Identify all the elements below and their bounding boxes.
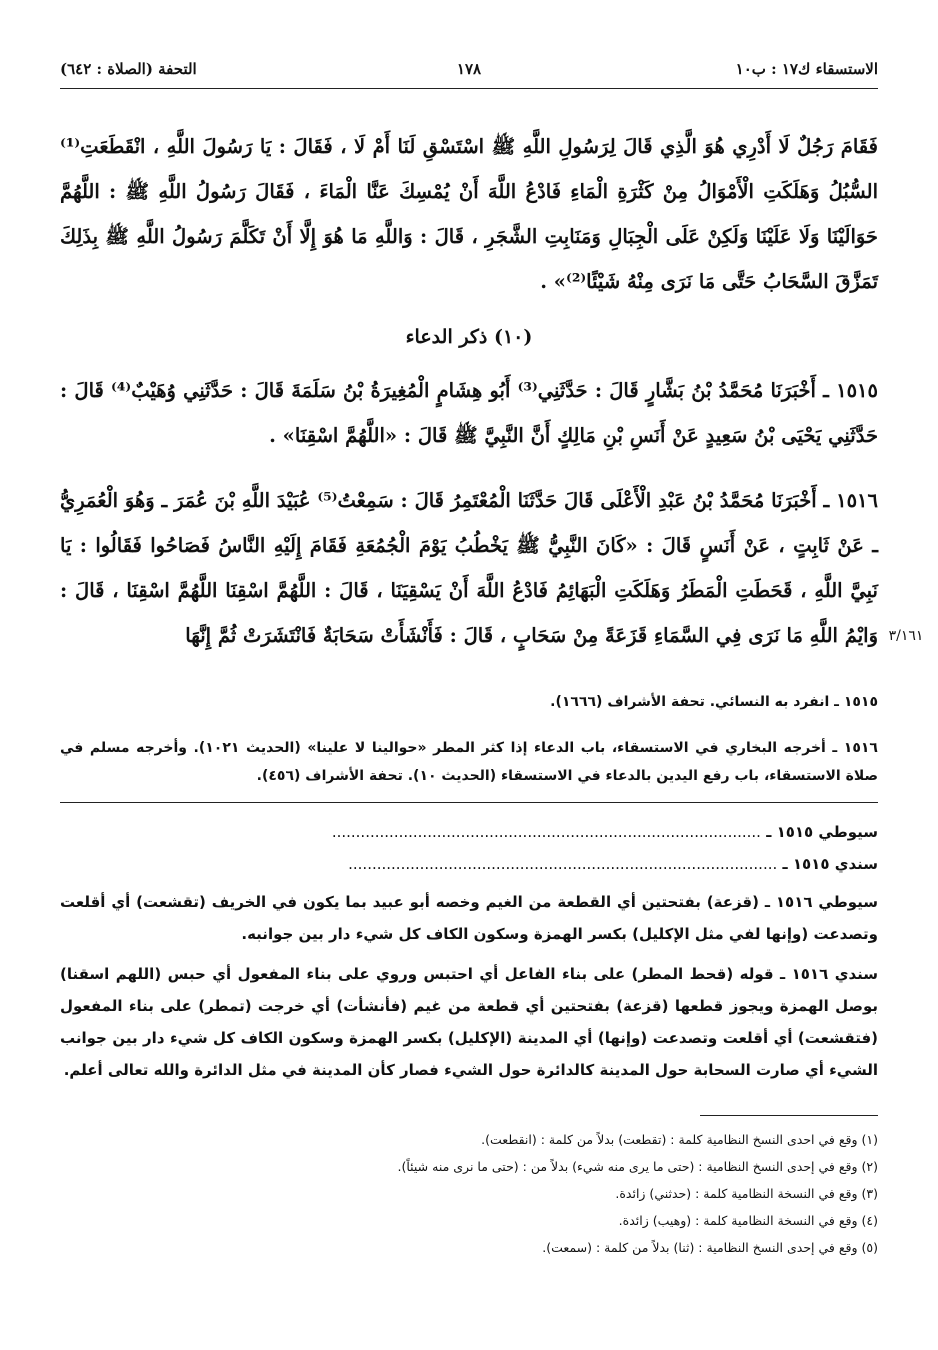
page-number: ١٧٨ [456, 60, 482, 78]
footnote-divider [700, 1115, 878, 1116]
chapter-reference: الاستسقاء ك١٧ : ب١٠ [735, 60, 878, 78]
footnote: (٣) وقع في النسخة النظامية كلمة : (حدثني) زائدة. [615, 1186, 878, 1201]
footnote: (٤) وقع في النسخة النظامية كلمة : (وهيب) زائدة. [618, 1213, 878, 1228]
hadith-continuation: فَقَامَ رَجُلٌ لَا أَدْرِي هُوَ الَّذِي قَالَ لِرَسُولِ اللَّهِ ﷺ اسْتَسْقِ لَنَا أَمْ لَا ، فَقَالَ : يَا رَسُولَ اللَّهِ ، انْقَطَعَتِ⁽¹⁾ السُّبُلُ وَهَلَكَتِ الْأَمْوَالُ مِنْ كَثْرَةِ الْمَاءِ فَادْعُ اللَّهَ أَنْ يُمْسِكَ عَنَّا الْمَاءَ ، فَقَالَ رَسُولُ اللَّهِ ﷺ : اللَّهُمَّ حَوَالَيْنَا وَلَا عَلَيْنَا وَلَكِنْ عَلَى الْجِبَالِ وَمَنَابِتِ الشَّجَرِ ، قَالَ : وَاللَّهِ مَا هُوَ إِلَّا أَنْ تَكَلَّمَ رَسُولُ اللَّهِ ﷺ بِذَلِكَ تَمَزَّقَ السَّحَابُ حَتَّى مَا نَرَى مِنْهُ شَيْئًا⁽²⁾» . [60, 135, 878, 293]
takhrij-1516: ١٥١٦ ـ أخرجه البخاري في الاستسقاء، باب الدعاء إذا كثر المطر «حوالينا لا علينا» (الحديث ١٠٢١). وأخرجه مسلم في صلاة الاستسقاء، باب رفع اليدين بالدعاء في الاستسقاء (الحديث ١٠). تحفة الأشراف (٤٥٦). [60, 740, 878, 784]
footnote: (٢) وقع في إحدى النسخ النظامية : (حتى ما يرى منه شيء) بدلاً من : (حتى ما نرى منه شيئاً). [397, 1159, 878, 1174]
commentary-dots: .......................................................................................... [331, 823, 761, 841]
commentary-suyuti-1516: سيوطي ١٥١٦ ـ (قزعة) بفتحتين أي القطعة من الغيم وخصه أبو عبيد بما يكون في الخريف (تقشعت) أي أقلعت وتصدعت (وإنها لفي مثل الإكليل) بكسر الهمزة وسكون الكاف كل شيء دار بين جوانبه. [60, 893, 878, 943]
takhrij-1515: ١٥١٥ ـ انفرد به النسائي. تحفة الأشراف (١٦٦٦). [550, 694, 878, 710]
commentary-label: سندي ١٥١٥ ـ [782, 855, 878, 873]
hadith-1515: ١٥١٥ ـ أَخْبَرَنَا مُحَمَّدُ بْنُ بَشَّارٍ قَالَ : حَدَّثَنِي⁽³⁾ أَبُو هِشَامٍ الْمُغِيرَةُ بْنُ سَلَمَةَ قَالَ : حَدَّثَنِي وُهَيْبٌ⁽⁴⁾ قَالَ : حَدَّثَنِي يَحْيَى بْنُ سَعِيدٍ عَنْ أَنَسِ بْنِ مَالِكٍ أَنَّ النَّبِيَّ ﷺ قَالَ : «اللَّهُمَّ اسْقِنَا» . [60, 379, 878, 447]
page-header [60, 60, 878, 84]
footnotes [60, 1126, 878, 1261]
commentary-divider [60, 802, 878, 803]
footnote: (١) وقع في احدى النسخ النظامية كلمة : (تقطعت) بدلاً من كلمة : (انقطعت). [481, 1132, 878, 1147]
commentary-sindi-1515 [60, 848, 878, 880]
header-divider [60, 88, 878, 89]
tuhfa-reference: التحفة (الصلاة : ٦٤٢) [60, 60, 197, 78]
hadith-1516: ١٥١٦ ـ أَخْبَرَنَا مُحَمَّدُ بْنُ عَبْدِ الْأَعْلَى قَالَ حَدَّثَنَا الْمُعْتَمِرُ قَالَ : سَمِعْتُ⁽⁵⁾ عُبَيْدَ اللَّهِ بْنَ عُمَرَ ـ وَهُوَ الْعُمَرِيُّ ـ عَنْ ثَابِتٍ ، عَنْ أَنَسٍ قَالَ : «كَانَ النَّبِيُّ ﷺ يَخْطُبُ يَوْمَ الْجُمُعَةِ فَقَامَ إِلَيْهِ النَّاسُ فَصَاحُوا فَقَالُوا : يَا نَبِيَّ اللَّهِ ، قَحَطَتِ الْمَطَرُ وَهَلَكَتِ الْبَهَائِمُ فَادْعُ اللَّهَ أَنْ يَسْقِيَنَا ، قَالَ : اللَّهُمَّ اسْقِنَا اللَّهُمَّ اسْقِنَا ، قَالَ : وَايْمُ اللَّهِ مَا نَرَى فِي السَّمَاءِ قَزَعَةً مِنْ سَحَابٍ ، قَالَ : فَأَنْشَأَتْ سَحَابَةٌ فَانْتَشَرَتْ ثُمَّ إِنَّهَا [60, 489, 878, 647]
margin-volume-page: ٣/١٦١ [888, 628, 924, 644]
commentary-suyuti-1515 [60, 816, 878, 848]
section-title: (١٠) ذكر الدعاء [405, 326, 533, 348]
commentary-label: سيوطي ١٥١٥ ـ [766, 823, 878, 841]
footnote: (٥) وقع في إحدى النسخ النظامية : (ثنا) بدلاً من كلمة : (سمعت). [542, 1240, 878, 1255]
commentary-dots: .......................................................................................... [348, 855, 778, 873]
commentary-sindi-1516: سندي ١٥١٦ ـ قوله (قحط المطر) على بناء الفاعل أي احتبس وروي على بناء المفعول أي حبس (اللهم اسقنا) بوصل الهمزة ويجوز قطعها (قزعة) بفتحتين أي قطعة من غيم (فأنشأت) أي خرجت (تمطر) على بناء المفعول (فتقشعت) أي أقلعت وتصدعت (وإنها) أي المدينة (الإكليل) بكسر الهمزة وسكون الكاف كل شيء دار بين جوانب الشيء أي صارت السحابة حول المدينة كالدائرة حول الشيء فصار كأن المدينة في مثل الدائرة والله تعالى أعلم. [60, 965, 878, 1079]
